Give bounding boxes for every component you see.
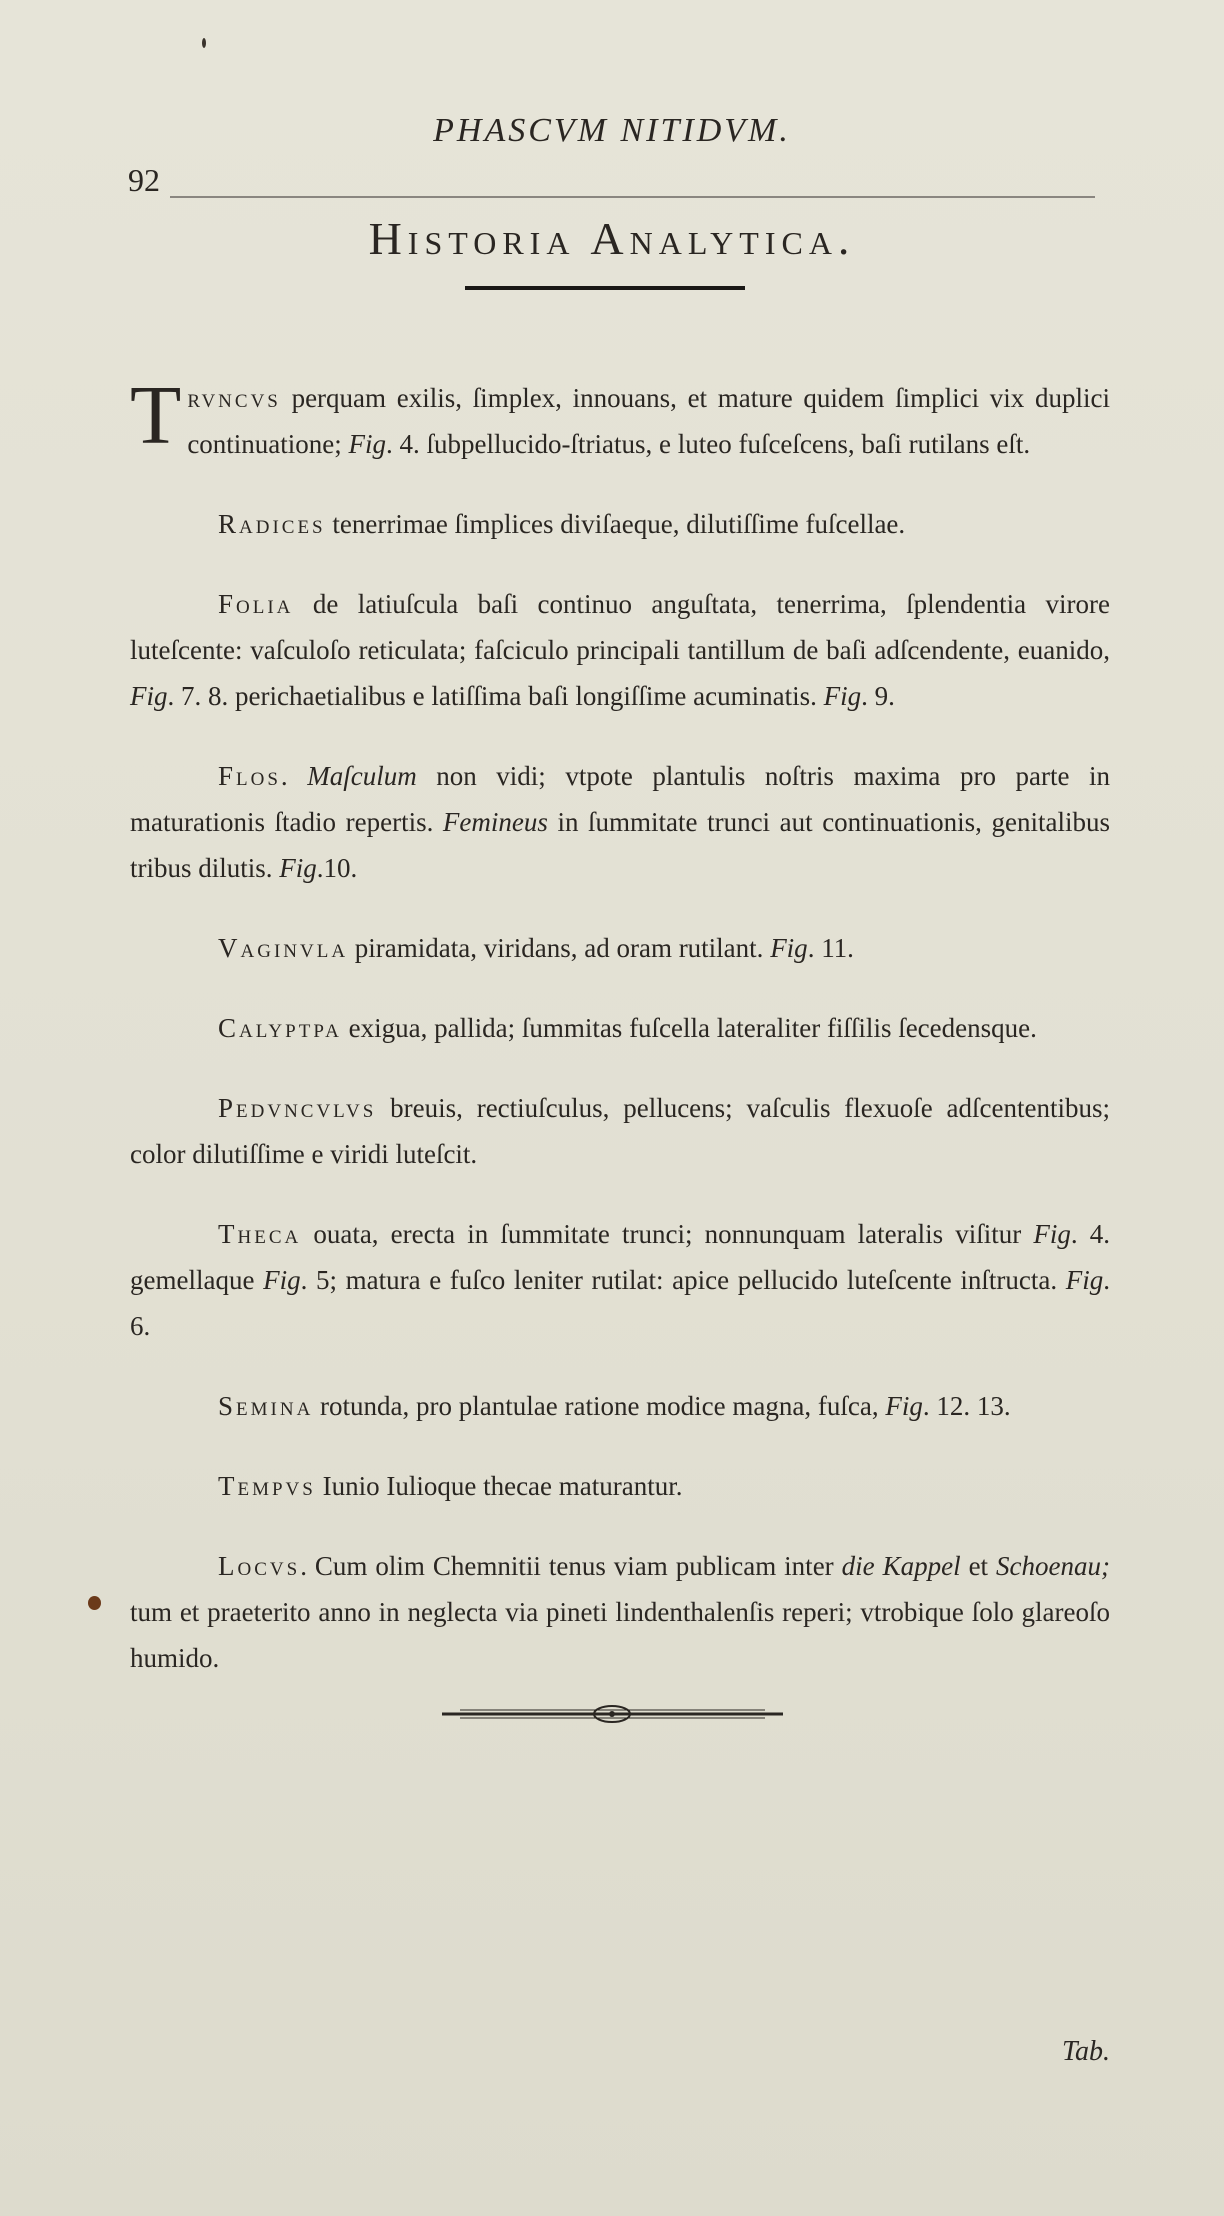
paragraph-truncus	[130, 369, 1110, 467]
ornament-rule	[440, 1702, 785, 1726]
page-number: 92	[128, 162, 160, 198]
paragraph-calyptra	[130, 1005, 1110, 1051]
paragraph-flos	[130, 753, 1110, 891]
paragraph-term: Pedvncvlvs	[218, 1093, 377, 1123]
body-text	[130, 369, 1110, 1715]
figure-ref: Fig	[279, 853, 317, 883]
paragraph-folia	[130, 581, 1110, 719]
paragraph-term: Vaginvla	[218, 933, 349, 963]
paragraph-text: . 4. ſubpellucido-ſtriatus, e luteo fuſceſcens, baſi rutilans eſt.	[386, 429, 1031, 459]
paragraph-term: Theca	[218, 1219, 302, 1249]
paragraph-text: . 7. 8. perichaetialibus e latiſſima baſi longiſſime acuminatis.	[167, 681, 824, 711]
figure-ref: Fig	[1033, 1219, 1071, 1249]
paragraph-term: Radices	[218, 509, 326, 539]
paragraph-text: tenerrimae ſimplices diviſaeque, dilutiſſime fuſcellae.	[325, 509, 906, 539]
paragraph-text: perquam exilis, ſimplex, innouans, et mature quidem ſimplici vix duplici continuatione;	[187, 383, 1110, 459]
figure-ref: Fig	[348, 429, 387, 459]
paragraph-text: de latiuſcula baſi continuo anguſtata, tenerrima, ſplendentia virore luteſcente: vaſculoſo reticulata; faſciculo principali tantillum de baſi adſcendente, euanido,	[130, 589, 1110, 665]
paragraph-text: . 5; matura e fuſco leniter rutilat: apice pellucido luteſcente inſtructa.	[300, 1265, 1066, 1295]
paragraph-text: exigua, pallida; ſummitas fuſcella lateraliter fiſſilis ſecedensque.	[341, 1013, 1037, 1043]
paragraph-text: tum et praeterito anno in neglecta via pineti lindenthalenſis reperi; vtrobique ſolo glareoſo humido.	[130, 1597, 1110, 1673]
italic-term: die Kappel	[841, 1551, 961, 1581]
paragraph-theca	[130, 1211, 1110, 1349]
paragraph-term: Folia	[218, 589, 294, 619]
italic-term: Maſculum	[307, 761, 417, 791]
figure-ref: Fig	[130, 681, 168, 711]
figure-ref: Fig	[1065, 1265, 1104, 1295]
figure-ref: Fig	[770, 933, 808, 963]
paragraph-text: rotunda, pro plantulae ratione modice magna, fuſca,	[313, 1391, 886, 1421]
paragraph-text: . 12. 13.	[922, 1391, 1011, 1421]
paragraph-text: . 6.	[130, 1265, 1110, 1341]
paragraph-text: .	[280, 761, 308, 791]
figure-ref: Fig	[263, 1265, 301, 1295]
paragraph-term: Semina	[218, 1391, 314, 1421]
ink-spot	[202, 38, 206, 48]
drop-cap: T	[130, 369, 182, 462]
italic-term: Femineus	[442, 807, 548, 837]
paragraph-text: piramidata, viridans, ad oram rutilant.	[348, 933, 771, 963]
paragraph-vaginula	[130, 925, 1110, 971]
italic-term: Schoenau;	[996, 1551, 1110, 1581]
paragraph-text: et	[960, 1551, 997, 1581]
paragraph-term: Calyptpa	[218, 1013, 342, 1043]
paragraph-pedunculus	[130, 1085, 1110, 1177]
running-head: PHASCVM NITIDVM.	[433, 112, 791, 149]
paragraph-term: Locvs	[218, 1551, 301, 1581]
paragraph-term: Flos	[218, 761, 281, 791]
paragraph-text: . 4. gemellaque	[130, 1219, 1110, 1295]
paragraph-text: in ſummitate trunci aut continuationis, genitalibus tribus dilutis.	[130, 807, 1110, 883]
catchword: Tab.	[1061, 2036, 1110, 2067]
paragraph-text: . Cum olim Chemnitii tenus viam publicam inter	[300, 1551, 842, 1581]
paragraph-text: . 9.	[861, 681, 895, 711]
paragraph-text: Iunio Iulioque thecae maturantur.	[315, 1471, 683, 1501]
paragraph-semina	[130, 1383, 1110, 1429]
paragraph-term: rvncvs	[187, 383, 281, 413]
paragraph-tempus	[130, 1463, 1110, 1509]
paragraph-text: non vidi; vtpote plantulis noſtris maxima pro parte in maturationis ſtadio repertis.	[130, 761, 1110, 837]
figure-ref: Fig	[823, 681, 862, 711]
figure-ref: Fig	[885, 1391, 923, 1421]
header-rule	[170, 196, 1095, 198]
paragraph-radices	[130, 501, 1110, 547]
paragraph-text: ouata, erecta in ſummitate trunci; nonnunquam lateralis viſitur	[301, 1219, 1034, 1249]
title-rule	[465, 286, 745, 290]
paragraph-text: breuis, rectiuſculus, pellucens; vaſculis flexuoſe adſcententibus; color dilutiſſime e viridi luteſcit.	[130, 1093, 1110, 1169]
paragraph-text: .10.	[316, 853, 358, 883]
ink-spot	[88, 1596, 101, 1610]
paragraph-locus	[130, 1543, 1110, 1681]
paragraph-text: . 11.	[807, 933, 854, 963]
section-title: Historia Analytica.	[368, 213, 856, 264]
paragraph-term: Tempvs	[218, 1471, 316, 1501]
